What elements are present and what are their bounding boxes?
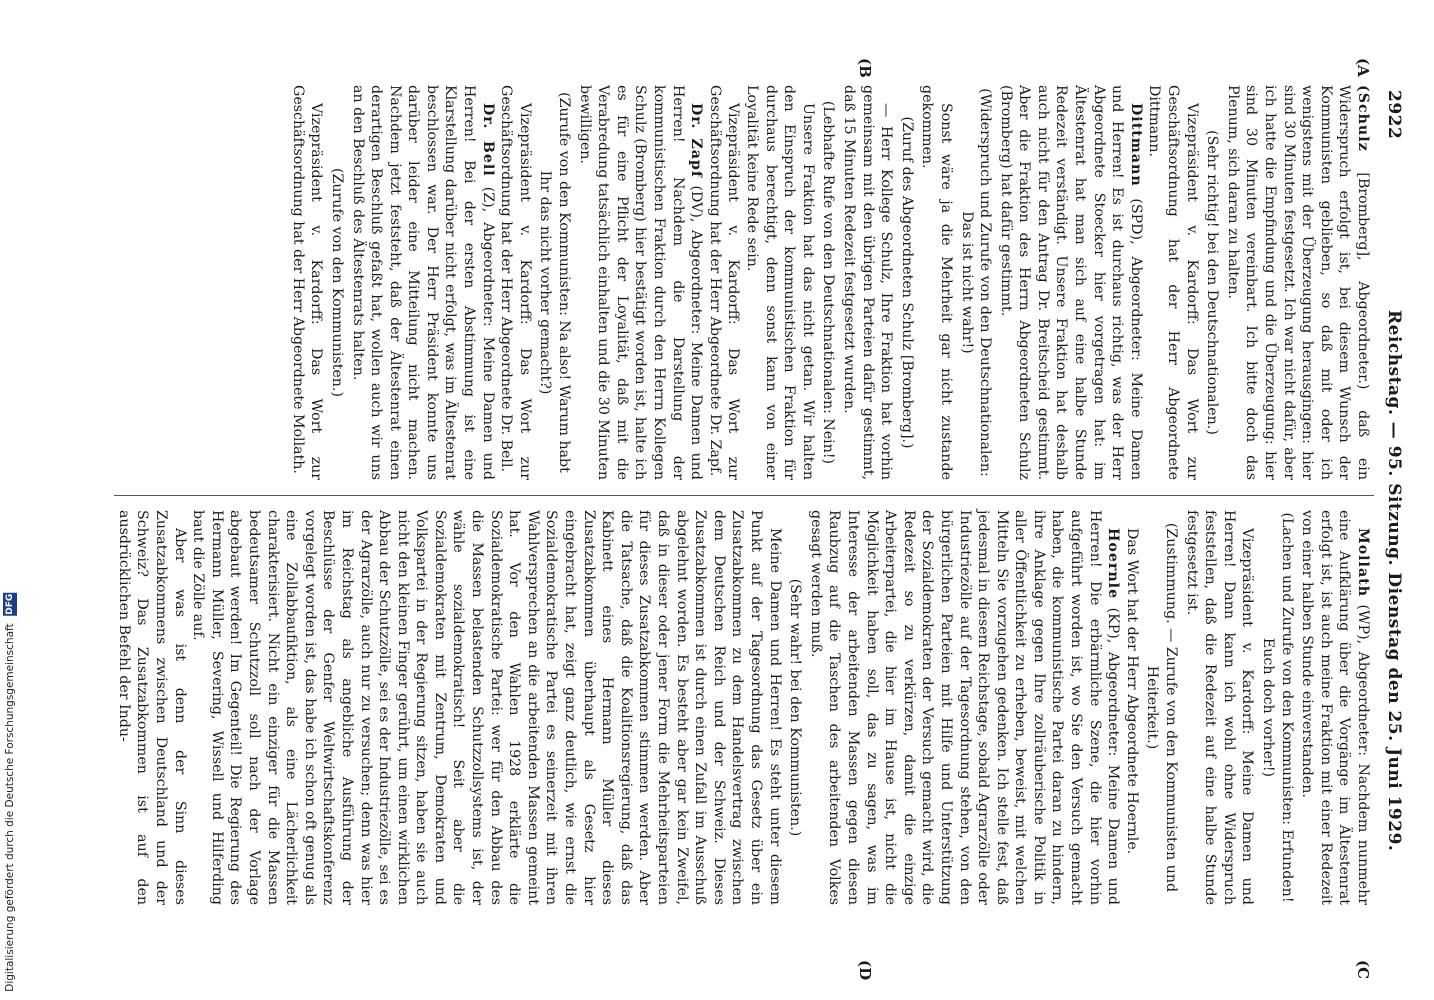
speaker-name: Dr. Bell — [479, 103, 496, 177]
footer-strip — [0, 0, 20, 1000]
paragraph-text: Aber was ist denn der Sinn dieses Zusatzabkommens zwischen Deutschland und der Schweiz? Das Zusatzabkommen ist auf den ausdrücklichen Befehl der Indu- — [115, 510, 188, 905]
speech-paragraph — [1223, 85, 1372, 480]
interjection: (Zustimmung. — Zurufe von den Kommunisten und Heiterkeit.) — [1144, 522, 1180, 893]
credit-text: Digitalisierung gefördert durch die Deutsche Forschungsgemeinschaft — [4, 623, 16, 992]
speech-paragraph — [918, 85, 955, 480]
column-divider — [114, 495, 1374, 496]
speech-paragraph — [497, 85, 534, 480]
interjection: (Sehr richtig! bei den Deutschnationalen.) — [1204, 130, 1221, 435]
speaker-name: Dr. Zapf — [688, 103, 705, 178]
speech-paragraph — [839, 85, 895, 480]
speaker-name: Mollath — [1355, 528, 1371, 598]
paragraph-text: (KP), Abgeordneter: Meine Damen und Herren! Die erbärmliche Szene, die hier vorhin aufgeführt worden ist, wo Sie den Versuch gemacht haben, die kommunistische Partei daran zu hindern, ihre Anklage gegen Ihre zollräuberische Politik in aller Öffentlichkeit zu erheben, beweist, mit welchen Mitteln Sie vorzugehen gedenken. Ich stelle fest, daß jedesmal in diesem Reichstage, sobald Agrarzölle oder Industriezölle auf der Tagesordnung stehen, von den bürgerlichen Parteien mit Hilfe und Unterstützung der Sozialdemokraten der Versuch gemacht wird, die Redezeit so zu verkürzen, damit die einzige Arbeiterpartei, die hier im Hause ist, nicht die Möglichkeit haben soll, das zu sagen, was im Interesse der arbeitenden Massen gegen diesen Raubzug auf die Taschen des arbeitenden Volkes gesagt werden muß. — [807, 510, 1122, 905]
left-column — [288, 85, 1372, 480]
paragraph-text: (SPD), Abgeordneter: Meine Damen und Herren! Es ist durchaus richtig, was der Herr Abgeordnete Stoecker hier vorgetragen hat: im Ältestenrat hat man sich auf eine halbe Stunde Redezeit verständigt. Unsere Fraktion hat deshalb auch nicht für den Antrag Dr. Breitscheid gestimmt. Aber die Fraktion des Herrn Abgeordneten Schulz (Bromberg) hat dafür gestimmt. — [997, 85, 1144, 480]
speech-paragraph — [742, 85, 816, 480]
paragraph-text: Vizepräsident v. Kardorff: Das Wort zur Geschäftsordnung hat der Herr Abgeordnete Dittmann. — [1146, 85, 1200, 480]
paragraph-text: (WP), Abgeordneter: Nachdem nunmehr eine Aufklärung über die Vorgänge im Ältestenrat erfolgt ist, ist auch meine Fraktion mit einer Redezeit von einer halben Stunde einverstanden. — [1299, 510, 1371, 905]
interjection: (Zurufe von den Kommunisten: Na also! Warum habt Ihr das nicht vorher gemacht?) — [537, 92, 573, 473]
paragraph-text: Unsere Fraktion hat das nicht getan. Wir halten den Einspruch der kommunistischen Fraktion für durchaus berechtigt, denn sonst kann von einer Loyalität keine Rede sein. — [744, 85, 816, 480]
margin-mark-c: (C — [1354, 960, 1372, 980]
dfg-logo: DFG — [5, 594, 15, 616]
page-header — [1380, 90, 1404, 960]
speaker-name: (Schulz — [1355, 85, 1371, 152]
paragraph-text: Das Wort hat der Herr Abgeordnete Hoernle. — [1123, 528, 1140, 855]
paragraph-text: Vizepräsident v. Kardorff: Meine Damen und Herren! Dann kann ich wohl ohne Widerspruch feststellen, daß die Redezeit auf eine halbe Stunde festgesetzt ist. — [1183, 510, 1256, 905]
speech-paragraph — [705, 85, 742, 480]
speech-paragraph — [996, 85, 1145, 480]
interjection: (Zuruf des Abgeordneten Schulz [Bromberg].) — [898, 116, 915, 449]
interjection: (Widerspruch und Zurufe von den Deutschnationalen: Das ist nicht wahr!) — [958, 88, 994, 477]
margin-mark-d: (D — [856, 960, 874, 981]
paragraph-text: Vizepräsident v. Kardorff: Das Wort zur Geschäftsordnung hat der Herr Abgeordnete Mollath. — [289, 85, 325, 480]
margin-mark-a: (A — [1354, 58, 1372, 77]
paragraph-text: (DV), Abgeordneter: Meine Damen und Herren! Nachdem die Darstellung der kommunistischen Fraktion durch den Herrn Kollegen Schulz (Bromberg) hier bestätigt worden ist, halte ich es für eine Pflicht der Loyalität, daß mit die Verabredung tatsächlich einhalten und die 30 Minuten bewilligen. — [576, 85, 705, 480]
speech-paragraph — [114, 510, 188, 905]
interjection: (Sehr wahr! bei den Kommunisten.) — [787, 578, 804, 837]
digitization-credit — [3, 593, 17, 992]
paragraph-text: (Z), Abgeordneter: Meine Damen und Herren! Bei der ersten Abstimmung ist eine Klarstellung darüber nicht erfolgt, was im Ältestenrat beschlossen war. Der Herr Präsident konnte uns darüber leider eine Mitteilung nicht machen. Nachdem jetzt feststeht, daß der Ältestenrat einen derartigen Beschluß gefaßt hat, wollen auch wir uns an den Beschluß des Ältestenrats halten. — [349, 85, 496, 480]
page-number: 2922 — [1384, 90, 1404, 140]
speech-paragraph — [348, 85, 497, 480]
speech-paragraph — [1182, 510, 1256, 905]
speech-paragraph — [1122, 510, 1141, 905]
paragraph-text: — Herr Kollege Schulz, Ihre Fraktion hat vorhin gemeinsam mit den übrigen Parteien dafür gestimmt, daß 15 Minuten Redezeit festgesetzt wurden. — [840, 85, 895, 480]
speech-paragraph — [1298, 510, 1372, 905]
margin-mark-b: (B — [856, 58, 874, 78]
speech-paragraph — [575, 85, 705, 480]
paragraph-text: [Bromberg], Abgeordneter.) daß ein Widerspruch erfolgt ist, bei diesem Wunsch der Kommunisten geblieben, so daß mit oder ich wenigstens mit der Überzeugung herausgingen: hier sind 30 Minuten festgesetzt. Ich war nicht dafür, aber ich hatte die Empfindung und die Überzeugung: hier sind 30 Minuten vereinbart. Ich bitte doch das Plenum, sich daran zu halten. — [1224, 85, 1371, 480]
right-column — [114, 510, 1372, 905]
paragraph-text: Vizepräsident v. Kardorff: Das Wort zur Geschäftsordnung hat der Herr Abgeordnete Dr. Bell. — [498, 85, 533, 480]
speaker-name: Dittmann — [1127, 103, 1144, 187]
interjection: (Zurufe von den Kommunisten.) — [328, 168, 345, 397]
running-head: Reichstag. — 95. Sitzung. Dienstag den 25. Juni 1929. — [1384, 310, 1404, 852]
speaker-name: Hoernle — [1105, 528, 1122, 600]
speech-paragraph — [806, 510, 1122, 905]
speech-paragraph — [288, 85, 325, 480]
paragraph-text: Vizepräsident v. Kardorff: Das Wort zur Geschäftsordnung hat der Herr Abgeordnete Dr. Zapf. — [706, 85, 742, 480]
interjection: (Lebhafte Rufe von den Deutschnationalen: Nein!) — [820, 100, 837, 465]
speech-paragraph — [189, 510, 784, 905]
paragraph-text: Sonst wäre ja die Mehrheit gar nicht zustande gekommen. — [919, 85, 954, 480]
paragraph-text: Meine Damen und Herren! Es steht unter diesem Punkt auf der Tagesordnung das Gesetz über ein Zusatzabkommen zu dem Handelsvertrag zwischen dem Deutschen Reich und der Schweiz. Dieses Zusatzabkommen ist durch einen Zufall im Ausschuß abgelehnt worden. Es besteht aber gar kein Zweifel, daß in dieser oder jener Form die Mehrheitsparteien für dieses Zusatzabkommen stimmen werden. Aber die Tatsache, daß die Koalitionsregierung, daß das Kabinett eines Hermann Müller dieses Zusatzabkommen überhaupt als Gesetz hier eingebracht hat, zeigt ganz deutlich, wie ernst die Sozialdemokratische Partei es seinerzeit mit ihren Wahlversprechen an die arbeitenden Massen gemeint hat. Vor den Wahlen 1928 erklärte die Sozialdemokratische Partei: wer für den Abbau des die Massen belastenden Schutzzollsystems ist, der wähle sozialdemokratisch! Seit aber die Sozialdemokraten mit Zentrum, Demokraten und Volkspartei in der Regierung sitzen, haben sie auch nicht den kleinen Finger gerührt, um einen wirklichen Abbau der Schutzzölle, sei es der Industriezölle, sei es der Agrarzölle, auch nur zu versuchen; denn was hier im Reichstag als angebliche Ausführung der Beschlüsse der Genfer Weltwirtschaftskonferenz vorgelegt worden ist, das habe ich schon oft genug als eine Zollabbaufiktion, als eine Lächerlichkeit charakterisiert. Nicht ein einziger für die Massen bedeutsamer Schutzzoll soll nach der Vorlage abgebaut werden! Im Gegenteil! Die Regierung des Hermann Müller, Severing, Wissell und Hilferding baut die Zölle auf. — [190, 510, 783, 905]
interjection: (Lachen und Zurufe von den Kommunisten: Erfunden! Euch doch vorher!) — [1260, 512, 1295, 903]
speech-paragraph — [1145, 85, 1201, 480]
